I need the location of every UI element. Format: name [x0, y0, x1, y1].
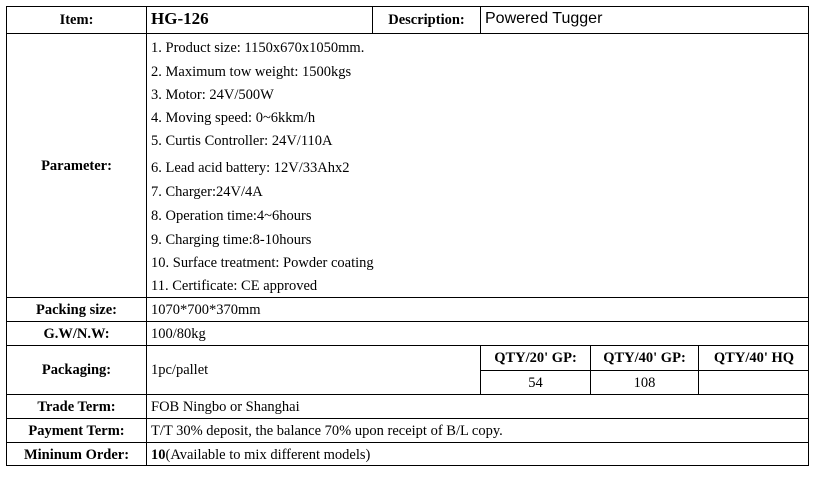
item-value: HG-126 — [151, 9, 209, 28]
parameter-line: 9. Charging time:8-10hours — [151, 232, 312, 248]
parameter-line: 5. Curtis Controller: 24V/110A — [151, 133, 333, 149]
parameter-line: 7. Charger:24V/4A — [151, 184, 263, 200]
item-label: Item: — [59, 12, 94, 28]
qty-40gp-value: 108 — [633, 375, 656, 391]
parameter-line: 10. Surface treatment: Powder coating — [151, 255, 374, 271]
qty-20gp-value: 54 — [528, 375, 543, 391]
row-divider — [6, 297, 809, 298]
trade-term-label: Trade Term: — [37, 399, 116, 415]
row-divider — [6, 442, 809, 443]
row-divider — [480, 370, 809, 371]
description-label: Description: — [388, 12, 465, 28]
trade-term-value: FOB Ningbo or Shanghai — [151, 399, 300, 415]
gw-nw-value: 100/80kg — [151, 326, 206, 342]
table-border — [6, 6, 809, 466]
parameter-line: 4. Moving speed: 0~6kkm/h — [151, 110, 316, 126]
description-value: Powered Tugger — [485, 10, 603, 27]
parameter-line: 6. Lead acid battery: 12V/33Ahx2 — [151, 160, 350, 176]
column-divider — [480, 6, 481, 34]
parameter-line: 1. Product size: 1150x670x1050mm. — [151, 40, 365, 56]
qty-20gp-header: QTY/20' GP: — [494, 350, 577, 366]
packing-size-value: 1070*700*370mm — [151, 302, 261, 318]
qty-40gp-header: QTY/40' GP: — [603, 350, 686, 366]
qty-40hq-header: QTY/40' HQ — [713, 350, 795, 366]
parameter-line: 11. Certificate: CE approved — [151, 278, 318, 294]
column-divider — [146, 6, 147, 466]
parameter-line: 2. Maximum tow weight: 1500kgs — [151, 64, 352, 80]
row-divider — [6, 418, 809, 419]
payment-term-value: T/T 30% deposit, the balance 70% upon receipt of B/L copy. — [151, 423, 503, 439]
minimum-order-note: (Available to mix different models) — [165, 447, 371, 463]
minimum-order-quantity: 10 — [151, 447, 166, 463]
minimum-order-label: Mininum Order: — [23, 447, 130, 463]
packing-size-label: Packing size: — [36, 302, 117, 318]
row-divider — [6, 394, 809, 395]
packaging-value: 1pc/pallet — [151, 362, 209, 378]
row-divider — [6, 321, 809, 322]
packaging-label: Packaging: — [41, 362, 112, 378]
minimum-order-value — [151, 447, 370, 463]
payment-term-label: Payment Term: — [28, 423, 125, 439]
parameter-line: 3. Motor: 24V/500W — [151, 87, 274, 103]
gw-nw-label: G.W/N.W: — [43, 326, 110, 342]
row-divider — [6, 345, 809, 346]
parameter-line: 8. Operation time:4~6hours — [151, 208, 312, 224]
parameter-label: Parameter: — [41, 158, 112, 174]
row-divider — [6, 33, 809, 34]
